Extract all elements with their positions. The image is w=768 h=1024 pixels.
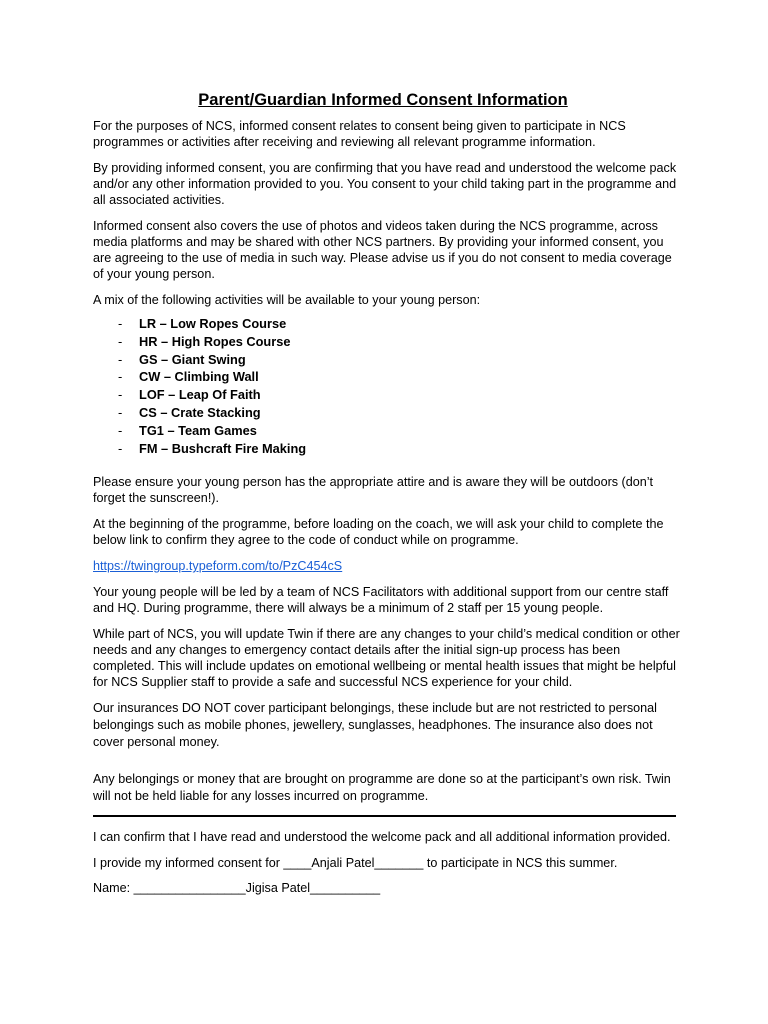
list-item: - LR – Low Ropes Course <box>118 316 287 331</box>
typeform-link[interactable]: https://twingroup.typeform.com/to/PzC454cS <box>93 559 343 574</box>
list-item: - FM – Bushcraft Fire Making <box>118 440 307 456</box>
intro-paragraph: For the purposes of NCS, informed consent relates to consent being given to participate in NCS programmes or activities after receiving and reviewing all relevant programme information. <box>93 119 626 149</box>
consent-document <box>93 88 683 906</box>
welcome-pack-paragraph: By providing informed consent, you are confirming that you have read and understood the welcome pack and/or any other information provided to you. You consent to your child taking part in the programme and all associated activities. <box>93 161 677 207</box>
code-of-conduct-paragraph: At the beginning of the programme, before loading on the coach, we will ask your child to complete the below link to confirm they agree to the code of conduct while on programme. <box>93 517 664 548</box>
typeform-link-row <box>93 558 683 574</box>
list-item: - CW – Climbing Wall <box>118 369 259 385</box>
signature-name: Name: ________________Jigisa Patel__________ <box>93 881 381 896</box>
liability-paragraph: Any belongings or money that are brought on programme are done so at the participant’s own risk. Twin will not be held liable for any losses incurred on programme. <box>93 772 671 804</box>
document-title: Parent/Guardian Informed Consent Information <box>198 91 568 109</box>
activities-intro: A mix of the following activities will be available to your young person: <box>93 293 481 307</box>
section-divider <box>93 815 676 817</box>
staffing-paragraph: Your young people will be led by a team of NCS Facilitators with additional support from our centre staff and HQ. During programme, there will always be a minimum of 2 staff per 15 young people. <box>93 585 669 616</box>
list-item: - GS – Giant Swing <box>118 351 246 367</box>
media-consent-paragraph: Informed consent also covers the use of photos and videos taken during the NCS programme, across media platforms and may be shared with other NCS partners. By providing your informed consent, you are agreeing to the use of media in such way. Please advise us if you do not consent to media coverage of your young person. <box>93 219 672 281</box>
list-item: - LOF – Leap Of Faith <box>118 387 261 403</box>
confirm-statement: I can confirm that I have read and understood the welcome pack and all additional information provided. <box>93 830 671 845</box>
list-item: - CS – Crate Stacking <box>118 404 261 420</box>
consent-statement: I provide my informed consent for ____Anjali Patel_______ to participate in NCS this summer. <box>93 856 618 871</box>
list-item: - HR – High Ropes Course <box>118 333 291 349</box>
activities-list <box>93 315 683 457</box>
attire-paragraph: Please ensure your young person has the appropriate attire and is aware they will be outdoors (don’t forget the sunscreen!). <box>93 475 654 506</box>
insurance-paragraph: Our insurances DO NOT cover participant belongings, these include but are not restricted to personal belongings such as mobile phones, jewellery, sunglasses, headphones. The insurance also does not cover personal money. <box>93 701 657 750</box>
list-item: - TG1 – Team Games <box>118 422 257 438</box>
medical-updates-paragraph: While part of NCS, you will update Twin if there are any changes to your child’s medical condition or other needs and any changes to emergency contact details after the initial sign-up process has been completed. This will include updates on emotional wellbeing or mental health issues that might be helpful for NCS Supplier staff to provide a safe and successful NCS experience for your child. <box>93 627 680 690</box>
